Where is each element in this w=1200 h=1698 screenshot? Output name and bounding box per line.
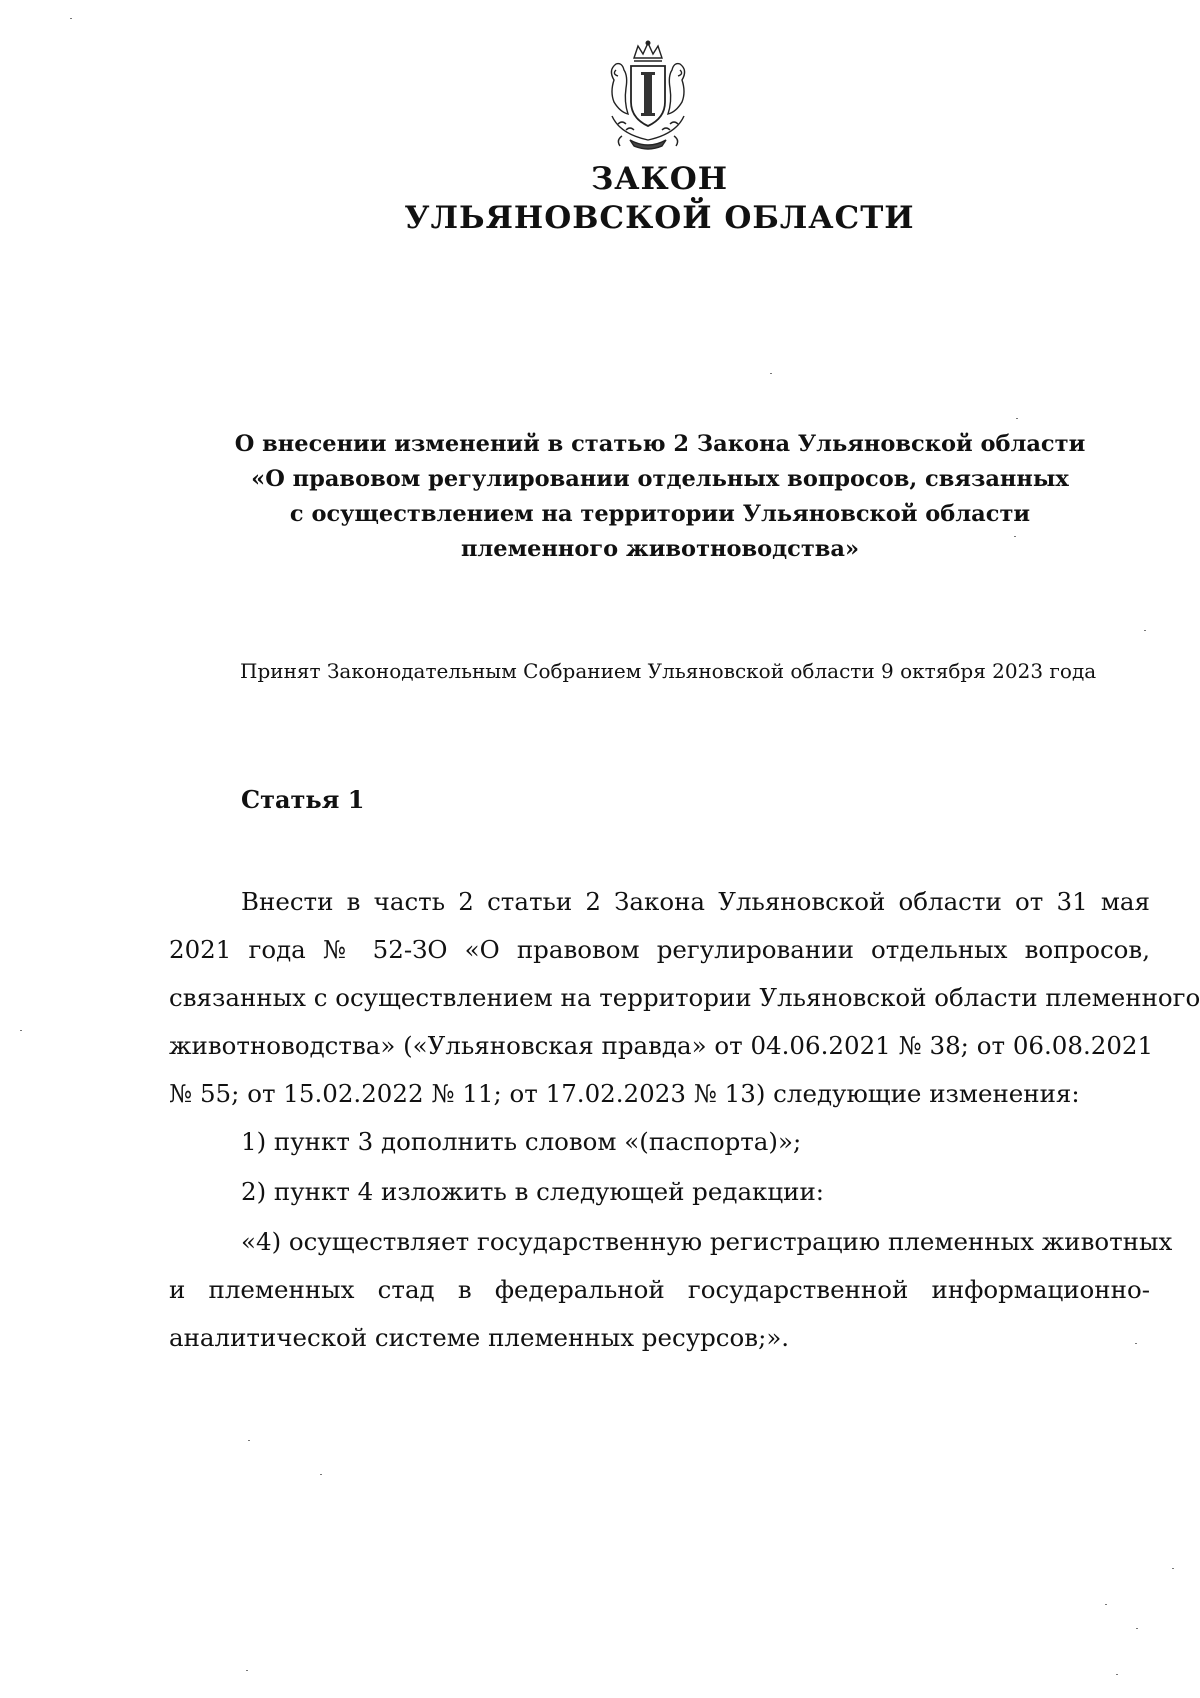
law-title-line-2: УЛЬЯНОВСКОЙ ОБЛАСТИ (404, 200, 915, 236)
paragraph-line: и племенных стад в федеральной государственной информационно- (169, 1275, 1150, 1304)
law-subject (200, 427, 1120, 567)
scan-speck (1016, 418, 1018, 419)
scan-speck (1116, 1674, 1118, 1675)
scan-speck (246, 1670, 248, 1671)
law-title-line-1: ЗАКОН (590, 161, 729, 197)
scan-speck (1136, 1628, 1138, 1629)
amendment-item-1 (169, 1118, 1150, 1166)
scan-speck (20, 1030, 22, 1031)
scan-speck (1144, 630, 1146, 631)
scan-speck (1172, 1568, 1174, 1569)
adoption-note: Принят Законодательным Собранием Ульяновской области 9 октября 2023 года (240, 659, 1097, 683)
subject-line: с осуществлением на территории Ульяновской области (289, 501, 1031, 527)
paragraph-line: 2021 года № 52-ЗО «О правовом регулировании отдельных вопросов, (169, 935, 1150, 964)
scan-speck (1135, 1343, 1137, 1344)
paragraph-line: 1) пункт 3 дополнить словом «(паспорта)»; (241, 1127, 802, 1156)
paragraph-line: Внести в часть 2 статьи 2 Закона Ульяновской области от 31 мая (241, 887, 1150, 916)
subject-line: О внесении изменений в статью 2 Закона Ульяновской области (234, 431, 1086, 457)
subject-line: племенного животноводства» (460, 536, 860, 562)
paragraph-line: животноводства» («Ульяновская правда» от 04.06.2021 № 38; от 06.08.2021 (169, 1031, 1154, 1060)
subject-line: «О правовом регулировании отдельных вопросов, связанных (251, 466, 1069, 492)
scan-speck (1105, 1604, 1107, 1605)
paragraph-line: «4) осуществляет государственную регистрацию племенных животных (241, 1227, 1173, 1256)
scan-speck (248, 1440, 250, 1441)
coat-of-arms-icon (600, 40, 696, 152)
paragraph-line: связанных с осуществлением на территории Ульяновской области племенного (169, 983, 1200, 1012)
paragraph-line: 2) пункт 4 изложить в следующей редакции: (241, 1177, 825, 1206)
article-intro-paragraph (169, 878, 1200, 1118)
paragraph-line: аналитической системе племенных ресурсов;». (169, 1323, 790, 1352)
article-heading: Статья 1 (241, 785, 365, 814)
scan-speck (70, 18, 72, 19)
paragraph-line: № 55; от 15.02.2022 № 11; от 17.02.2023 № 13) следующие изменения: (169, 1079, 1080, 1108)
scan-speck (770, 373, 772, 374)
amendment-quote (169, 1218, 1173, 1362)
amendment-item-2 (169, 1168, 1150, 1216)
scan-speck (320, 1474, 322, 1475)
scan-speck (1014, 536, 1016, 537)
